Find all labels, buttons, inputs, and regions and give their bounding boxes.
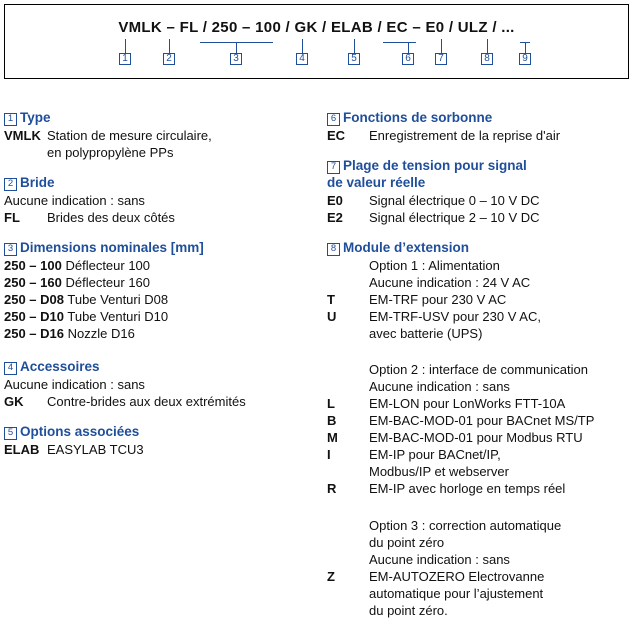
- option-text: Option 1 : Alimentation: [369, 258, 500, 273]
- section-title: Module d’extension: [343, 240, 470, 255]
- option-text: Station de mesure circulaire,: [47, 128, 212, 143]
- section-options-header: [4, 424, 139, 440]
- option-text: Modbus/IP et webserver: [369, 464, 509, 479]
- option-text: EASYLAB TCU3: [47, 442, 144, 457]
- order-code: VMLK – FL / 250 – 100 / GK / ELAB / EC – E0 / ULZ / ...: [118, 19, 515, 36]
- option-key: ELAB: [4, 442, 40, 457]
- option-text: Aucune indication : sans: [369, 379, 510, 394]
- option-text: EM-TRF-USV pour 230 V AC,: [369, 309, 541, 324]
- option-key: FL: [4, 210, 20, 225]
- option-text: Enregistrement de la reprise d'air: [369, 128, 561, 143]
- option-text: EM-LON pour LonWorks FTT-10A: [369, 396, 566, 411]
- code-number-2: 2: [163, 53, 175, 65]
- section-dimensions-header: [4, 240, 204, 256]
- option-text: du point zéro: [369, 535, 445, 550]
- code-number-8: 8: [481, 53, 493, 65]
- option-text: EM-IP pour BACnet/IP,: [369, 447, 501, 462]
- list-item: [4, 258, 150, 273]
- list-item: [4, 326, 135, 341]
- option-key: E0: [327, 193, 343, 208]
- list-item: [4, 309, 168, 324]
- option-text: Aucune indication : sans: [369, 552, 510, 567]
- option-key: 250 – 100: [4, 258, 62, 273]
- option-key: T: [327, 292, 335, 307]
- section-module-header: [327, 240, 469, 256]
- option-text: Option 3 : correction automatique: [369, 518, 562, 533]
- section-tension-header: [327, 158, 527, 174]
- code-number-4: 4: [296, 53, 308, 65]
- section-fonctions-header: [327, 110, 492, 126]
- option-key: 250 – D08: [4, 292, 64, 307]
- option-text: automatique pour l’ajustement: [369, 586, 544, 601]
- section-title-continued: de valeur réelle: [327, 175, 426, 190]
- tick-5: [354, 39, 355, 53]
- list-item: [4, 275, 150, 290]
- tick-8: [487, 39, 488, 53]
- option-text: EM-IP avec horloge en temps réel: [369, 481, 566, 496]
- option-text: Option 2 : interface de communication: [369, 362, 588, 377]
- section-title: Fonctions de sorbonne: [343, 110, 493, 125]
- option-key: I: [327, 447, 331, 462]
- code-number-6: 6: [402, 53, 414, 65]
- option-text: Aucune indication : 24 V AC: [369, 275, 531, 290]
- code-number-5: 5: [348, 53, 360, 65]
- option-key: EC: [327, 128, 346, 143]
- option-key: 250 – D16: [4, 326, 64, 341]
- tick-3: [236, 42, 237, 53]
- tick-2: [169, 39, 170, 53]
- option-text: Déflecteur 100: [65, 258, 151, 273]
- option-text: en polypropylène PPs: [47, 145, 174, 160]
- section-accessoires-header: [4, 359, 100, 375]
- option-text: Signal électrique 0 – 10 V DC: [369, 193, 540, 208]
- option-text: EM-AUTOZERO Electrovanne: [369, 569, 545, 584]
- option-key: Z: [327, 569, 335, 584]
- section-bride-header: [4, 175, 55, 191]
- tick-9: [525, 42, 526, 53]
- section-title: Bride: [20, 175, 55, 190]
- section-type-header: [4, 110, 51, 126]
- tick-1: [125, 39, 126, 53]
- order-code-box: [4, 4, 629, 79]
- tick-6: [408, 42, 409, 53]
- section-title: Plage de tension pour signal: [343, 158, 527, 173]
- option-text: Tube Venturi D08: [67, 292, 169, 307]
- code-number-9: 9: [519, 53, 531, 65]
- option-text: du point zéro.: [369, 603, 448, 618]
- option-key: 250 – D10: [4, 309, 64, 324]
- section-title: Accessoires: [20, 359, 100, 374]
- option-text: Nozzle D16: [67, 326, 135, 341]
- section-number-7: 7: [327, 161, 340, 174]
- section-number-8: 8: [327, 243, 340, 256]
- option-key: 250 – 160: [4, 275, 62, 290]
- option-text: Signal électrique 2 – 10 V DC: [369, 210, 540, 225]
- section-number-5: 5: [4, 427, 17, 440]
- option-key: L: [327, 396, 335, 411]
- option-key: R: [327, 481, 337, 496]
- code-number-1: 1: [119, 53, 131, 65]
- bracket-6: [383, 42, 416, 43]
- tick-7: [441, 39, 442, 53]
- option-key: E2: [327, 210, 343, 225]
- option-text: Contre-brides aux deux extrémités: [47, 394, 246, 409]
- option-text: EM-BAC-MOD-01 pour Modbus RTU: [369, 430, 583, 445]
- option-text: avec batterie (UPS): [369, 326, 483, 341]
- section-title: Dimensions nominales [mm]: [20, 240, 204, 255]
- option-text: Aucune indication : sans: [4, 193, 145, 208]
- option-text: Brides des deux côtés: [47, 210, 175, 225]
- option-key: GK: [4, 394, 24, 409]
- option-key: VMLK: [4, 128, 41, 143]
- option-text: Déflecteur 160: [65, 275, 151, 290]
- section-title: Options associées: [20, 424, 140, 439]
- section-number-4: 4: [4, 362, 17, 375]
- list-item: [4, 292, 168, 307]
- section-number-2: 2: [4, 178, 17, 191]
- code-number-3: 3: [230, 53, 242, 65]
- code-number-7: 7: [435, 53, 447, 65]
- section-number-6: 6: [327, 113, 340, 126]
- option-key: U: [327, 309, 337, 324]
- section-title: Type: [20, 110, 51, 125]
- list-item: [4, 128, 41, 143]
- option-text: EM-TRF pour 230 V AC: [369, 292, 507, 307]
- option-text: Tube Venturi D10: [67, 309, 169, 324]
- option-text: Aucune indication : sans: [4, 377, 145, 392]
- option-key: B: [327, 413, 337, 428]
- option-text: EM-BAC-MOD-01 pour BACnet MS/TP: [369, 413, 595, 428]
- tick-4: [302, 39, 303, 53]
- section-number-3: 3: [4, 243, 17, 256]
- option-key: M: [327, 430, 338, 445]
- section-number-1: 1: [4, 113, 17, 126]
